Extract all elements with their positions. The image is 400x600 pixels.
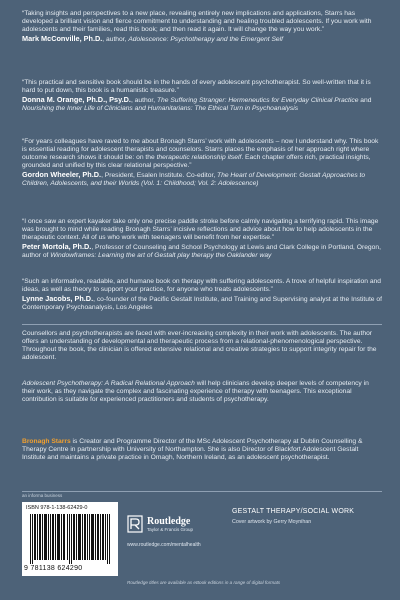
quote-attribution [22,171,382,188]
quote-text-emphasis: therapeutic relationship itself [156,154,242,162]
author-bio [22,438,382,462]
barcode-bars [30,514,112,564]
quote-text: “I once saw an expert kayaker take only one precise paddle stroke before calmly navigating a terrifying rapid. This image was brought to mind while reading Bronagh Starrs’ incisive reflections and advice about how to help adolescents in the therapeutic context. All of us who work with teenagers will benefit from her expertise.” [22,218,379,242]
section-divider [22,324,382,325]
informa-tagline: an informa business [22,493,63,498]
quote-text: “Taking insights and perspectives to a new place, revealing entirely new implications and applications, Starrs has developed a brilliant vision and fierce commitment to understanding and healing troubled adolescents. If you work with adolescents and their families, read this book; and then read it again. It will change the way you work.” [22,10,372,34]
footer-divider [22,491,382,492]
endorsement-quote [22,138,382,189]
book-description-second [22,380,382,404]
quote-text [22,138,382,170]
endorser-name: Lynne Jacobs, Ph.D. [22,294,94,304]
endorser-work: The Heart of Development: Gestalt Approaches to Children, Adolescents, and their Worlds (Vol. 1: Childhood; Vol. 2: Adolescence) [22,172,366,188]
endorsement-quote [22,79,382,113]
endorser-name: Mark McConville, Ph.D. [22,34,103,44]
book-description: Counsellors and psychotherapists are faced with ever-increasing complexity in their work with adolescents. The author offers an understanding of developmental and therapeutic process from a relational-phenomenological perspective. Throughout the book, the clinician is offered extensive relational and creative strategies to support integrity repair for the adolescent. [22,330,377,362]
endorser-work-second: Nourishing the Inner Life of Clinicians and Humanitarians: The Ethical Turn in Psychoanalysis [22,105,299,113]
publisher-text [147,516,193,532]
endorsement-quote [22,278,382,312]
quote-text-start: “For years colleagues have raved to me about Bronagh Starrs’ work with adolescents – now I understand why. This book is essential reading for adolescent therapists and counselors. Starrs places the emphasis of her approach right where outcome research shows it should be: on the [22,138,379,162]
author-bio-text: is Creator and Programme Director of the MSc Adolescent Psychotherapy at Dublin Counselling & Therapy Centre in partnership with University of Northampton. She is also Director of Blackfort Adolescent Gestalt Institute and maintains a private practice in Omagh, Northern Ireland, as an adolescent psychotherapist. [22,438,363,462]
endorsement-quote [22,10,382,44]
quote-attribution [22,295,382,312]
book-title: Adolescent Psychotherapy: A Radical Relational Approach [22,380,195,387]
isbn-label: ISBN 978-1-138-62429-0 [26,505,88,511]
endorser-role-connector: and [358,97,372,105]
endorser-role: , Professor of Counseling and School Psychology at Lewis and Clark College in Portland, Oregon, author of [22,244,381,260]
endorser-work: Windowframes: Learning the art of Gestalt play therapy the Oaklander way [50,252,272,260]
endorser-role: , President, Esalen Institute. Co-editor, [101,172,218,180]
publisher-logo [127,515,193,533]
book-description-text: will help clinicians develop deeper levels of competency in their work, as they navigate the complex and fascinating experience of therapy with teenagers. This exceptional contribution is suitable for experienced practitioners and students of psychotherapy. [22,380,369,404]
barcode [22,502,118,576]
endorser-name: Donna M. Orange, Ph.D., Psy.D. [22,95,131,105]
publisher-website: www.routledge.com/mentalhealth [127,542,201,548]
endorser-role: , co-founder of the Pacific Gestalt Institute, and Training and Supervising analyst at the Institute of Contemporary Psychoanalysis, Los Angeles [22,296,382,312]
subject-category: GESTALT THERAPY/SOCIAL WORK [232,508,355,515]
endorser-work: Adolescence: Psychotherapy and the Emergent Self [128,36,283,44]
routledge-icon [127,515,143,533]
endorser-role: , author, [102,36,129,44]
ebook-note: Routledge titles are available as eBook editions in a range of digital formats [127,580,281,585]
endorser-name: Gordon Wheeler, Ph.D. [22,170,102,180]
quote-text-end: . Each chapter offers rich, practical insights, grounded and unified by this clear relational perspective.” [22,154,371,170]
endorser-name: Peter Mortola, Ph.D. [22,242,92,252]
endorsement-quote [22,218,382,260]
author-name: Bronagh Starrs [22,438,71,445]
barcode-number: 9 781138 624290 [24,565,83,572]
quote-attribution [22,243,382,260]
quote-text: “This practical and sensitive book should be in the hands of every adolescent psychotherapist. So well-written that it is hard to put down, this book is a humanistic treasure.” [22,79,371,95]
publisher-group: Taylor & Francis Group [147,527,194,532]
quote-text: “Such an informative, readable, and humane book on therapy with suffering adolescents. A trove of helpful inspiration and ideas, as well as theory to support your practice, for anyone who treats adolescents.” [22,278,381,294]
endorser-role: , author, [130,97,157,105]
quote-attribution [22,96,382,113]
endorser-work: The Suffering Stranger: Hermeneutics for Everyday Clinical Practice [156,97,359,105]
publisher-name: Routledge [147,516,191,527]
quote-attribution [22,35,382,44]
cover-credit: Cover artwork by Gerry Moynihan [232,519,312,525]
